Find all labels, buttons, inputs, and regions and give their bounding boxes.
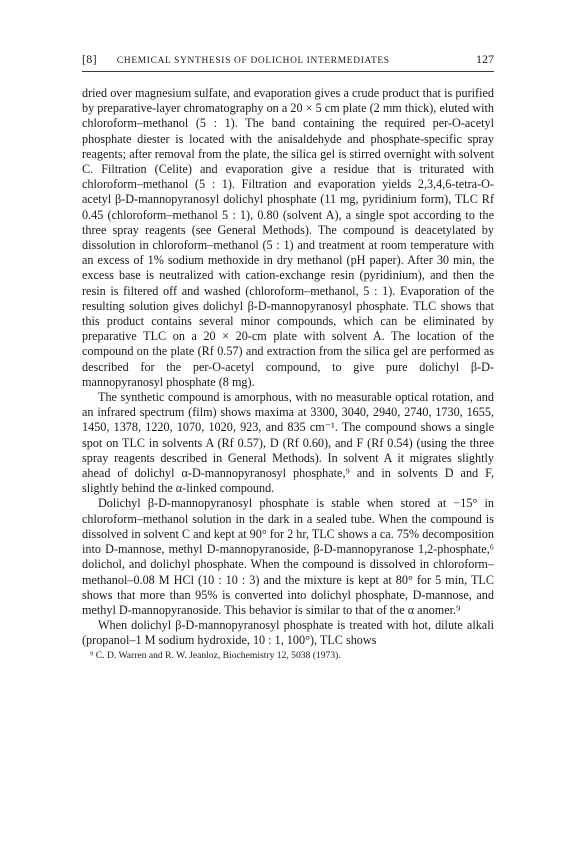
section-number: [8]: [82, 52, 97, 66]
paragraph-properties: The synthetic compound is amorphous, with no measurable optical rotation, and an infrared spectrum (film) shows maxima at 3300, 3040, 2940, 2740, 1730, 1655, 1450, 1378, 1220, 1070, 1020, 923, and 835 cm⁻¹. The compound shows a single spot on TLC in solvents A (Rf 0.57), D (Rf 0.60), and F (Rf 0.54) (using the three spray reagents described in General Methods). In solvent A it migrates slightly ahead of dolichyl α-D-mannopyranosyl phosphate,⁹ and in solvents D and F, slightly behind the α-linked compound.: [82, 390, 494, 496]
paragraph-stability: Dolichyl β-D-mannopyranosyl phosphate is stable when stored at −15° in chloroform–methanol solution in the dark in a sealed tube. When the compound is dissolved in solvent C and kept at 90° for 2 hr, TLC shows a ca. 75% decomposition into D-mannose, methyl D-mannopyranoside, β-D-mannopyranose 1,2-phosphate,⁶ dolichol, and dolichyl phosphate. When the compound is dissolved in chloroform–methanol–0.08 M HCl (10 : 10 : 3) and the mixture is kept at 80° for 5 min, TLC shows that more than 95% is converted into dolichyl phosphate, D-mannose, and methyl D-mannopyranoside. This behavior is similar to that of the α anomer.⁹: [82, 496, 494, 617]
body-text: [82, 86, 494, 649]
page-number: 127: [476, 52, 494, 66]
paragraph-alkali: When dolichyl β-D-mannopyranosyl phosphate is treated with hot, dilute alkali (propanol–1 M sodium hydroxide, 10 : 1, 100°), TLC shows: [82, 618, 494, 648]
running-title: CHEMICAL SYNTHESIS OF DOLICHOL INTERMEDIATES: [116, 56, 390, 66]
book-page: [82, 52, 494, 662]
footnote: ⁹ C. D. Warren and R. W. Jeanloz, Biochemistry 12, 5038 (1973).: [90, 649, 341, 661]
paragraph-continued: dried over magnesium sulfate, and evaporation gives a crude product that is purified by preparative-layer chromatography on a 20 × 5 cm plate (2 mm thick), eluted with chloroform–methanol (5 : 1). The band containing the required per-O-acetyl phosphate diester is located with the anisaldehyde and phosphate-specific spray reagents; after removal from the plate, the silica gel is stirred overnight with solvent C. Filtration (Celite) and evaporation give a residue that is triturated with chloroform–methanol (5 : 1). Filtration and evaporation yields 2,3,4,6-tetra-O-acetyl β-D-mannopyranosyl dolichyl phosphate (11 mg, pyridinium form), TLC Rf 0.45 (chloroform–methanol 5 : 1), 0.80 (solvent A), a single spot according to the three spray reagents (see General Methods). The compound is deacetylated by dissolution in chloroform–methanol (5 : 1) and treatment at room temperature with an excess of 1% sodium methoxide in dry methanol (pH paper). After 30 min, the excess base is neutralized with cation-exchange resin (pyridinium), and then the resin is filtered off and washed (chloroform–methanol, 5 : 1). Evaporation of the resulting solution gives dolichyl β-D-mannopyranosyl phosphate. TLC shows that this product contains several minor compounds, which can be eliminated by preparative TLC on a 20 × 20-cm plate with solvent A. The location of the compound on the plate (Rf 0.57) and extraction from the silica gel are performed as described for the per-O-acetyl compound, to give pure dolichyl β-D-mannopyranosyl phosphate (8 mg).: [82, 86, 494, 389]
running-head: [82, 52, 494, 72]
